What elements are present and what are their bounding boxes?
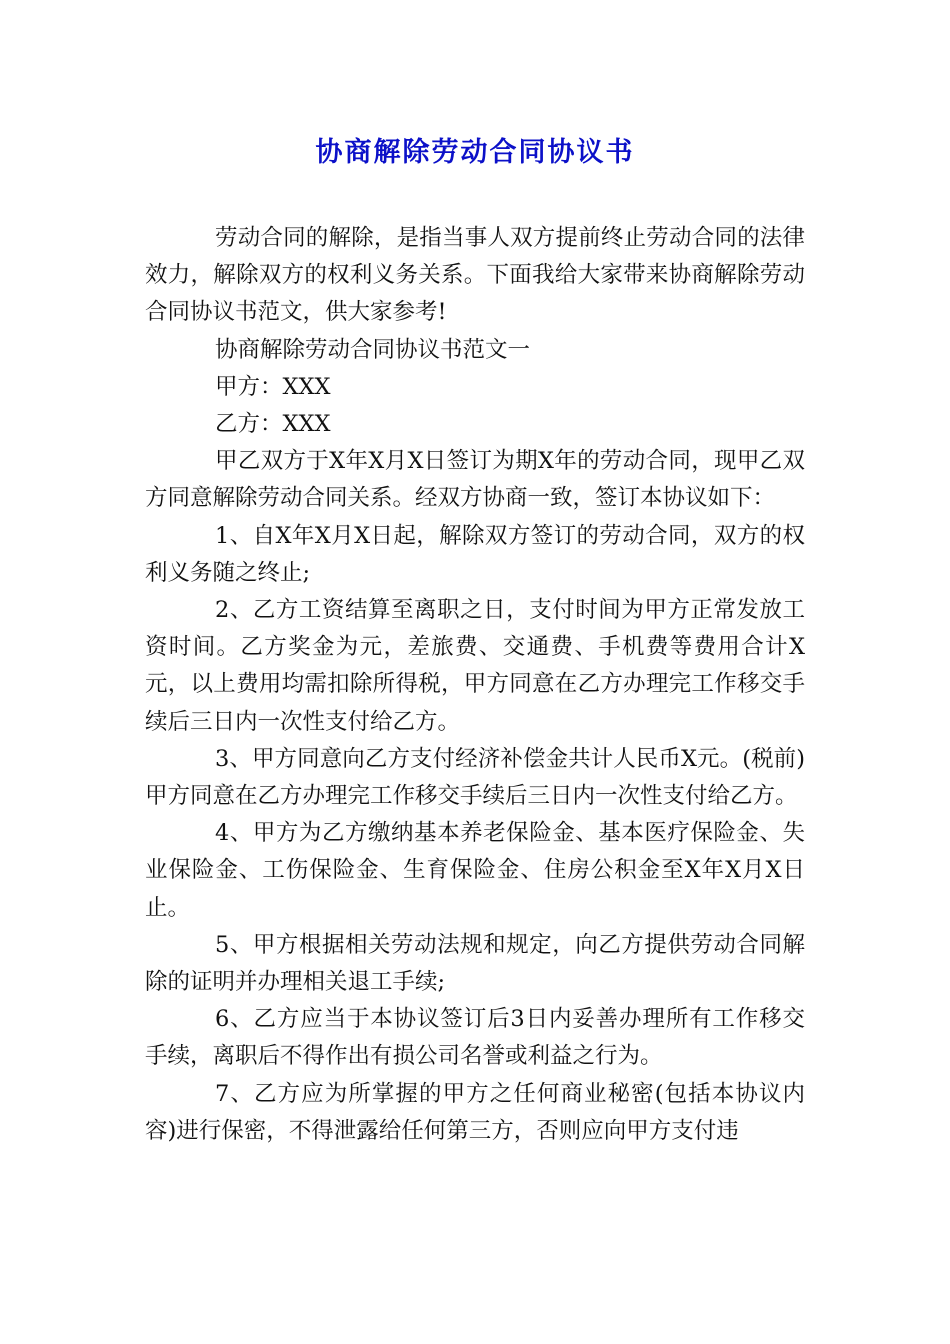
paragraph-party-a: 甲方：XXX	[215, 373, 331, 400]
paragraph-clause-5: 5、甲方根据相关劳动法规和规定，向乙方提供劳动合同解除的证明并办理相关退工手续;	[145, 931, 805, 996]
paragraph-clause-6: 6、乙方应当于本协议签订后3日内妥善办理所有工作移交手续，离职后不得作出有损公司名誉或利益之行为。	[145, 1006, 805, 1070]
paragraph-clause-3: 3、甲方同意向乙方支付经济补偿金共计人民币X元。(税前)甲方同意在乙方办理完工作移交手续后三日内一次性支付给乙方。	[145, 745, 805, 810]
paragraph-clause-7: 7、乙方应为所掌握的甲方之任何商业秘密(包括本协议内容)进行保密，不得泄露给任何第三方，否则应向甲方支付违	[145, 1080, 805, 1144]
paragraph-clause-2: 2、乙方工资结算至离职之日，支付时间为甲方正常发放工资时间。乙方奖金为元，差旅费、交通费、手机费等费用合计X元，以上费用均需扣除所得税，甲方同意在乙方办理完工作移交手续后三日内一次性支付给乙方。	[145, 597, 805, 735]
document-title: 协商解除劳动合同协议书	[315, 137, 635, 168]
paragraph-clause-1: 1、自X年X月X日起，解除双方签订的劳动合同，双方的权利义务随之终止;	[145, 522, 805, 586]
document-body	[145, 220, 805, 1150]
paragraph-clause-4: 4、甲方为乙方缴纳基本养老保险金、基本医疗保险金、失业保险金、工伤保险金、生育保险金、住房公积金至X年X月X日止。	[145, 820, 805, 921]
paragraph-preamble: 甲乙双方于X年X月X日签订为期X年的劳动合同，现甲乙双方同意解除劳动合同关系。经双方协商一致，签订本协议如下：	[145, 448, 805, 512]
paragraph-intro: 劳动合同的解除，是指当事人双方提前终止劳动合同的法律效力，解除双方的权利义务关系。下面我给大家带来协商解除劳动合同协议书范文，供大家参考!	[145, 225, 805, 326]
paragraph-sample-heading: 协商解除劳动合同协议书范文一	[215, 336, 531, 363]
paragraph-party-b: 乙方：XXX	[215, 411, 331, 438]
